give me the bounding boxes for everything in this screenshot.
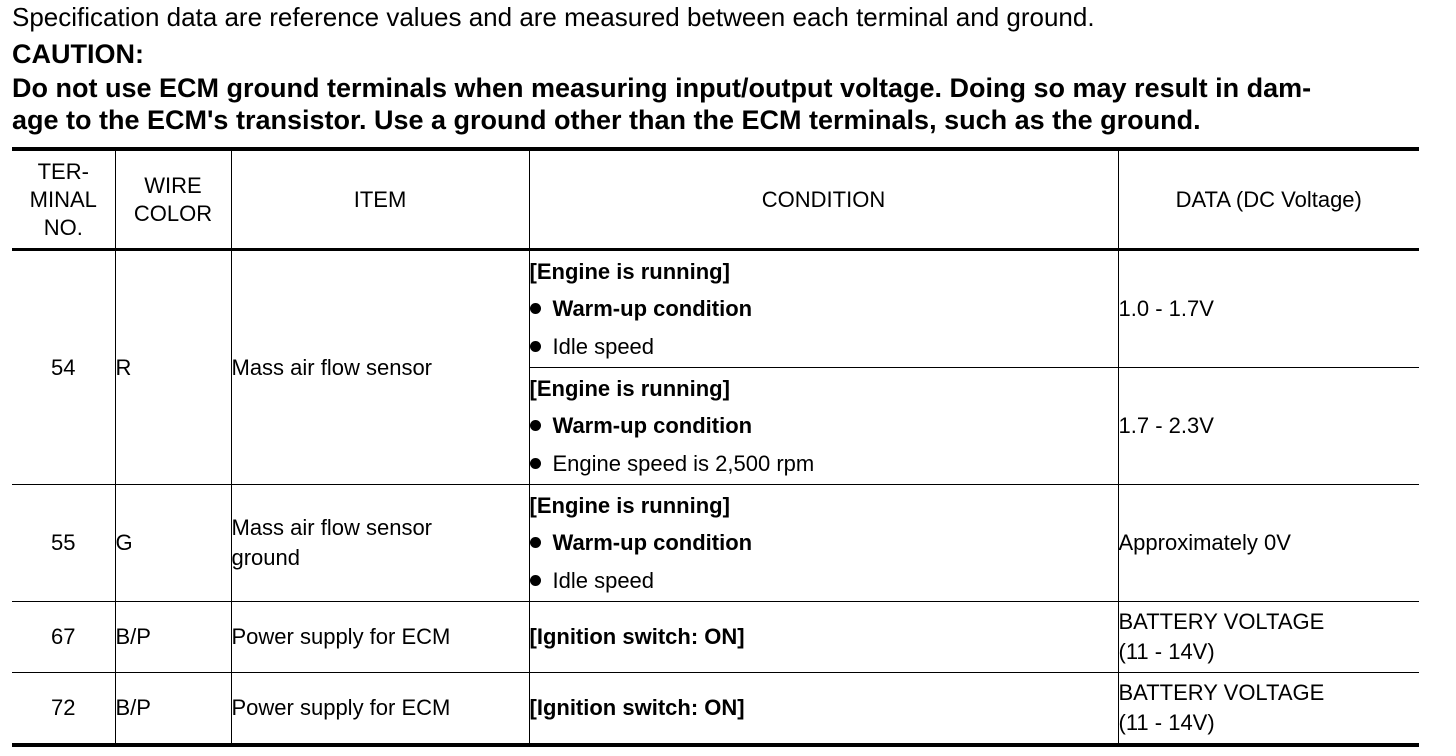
header-terminal-no: TER- MINAL NO. [12, 149, 115, 250]
item-name: Power supply for ECM [231, 602, 529, 673]
table-row [12, 673, 1419, 746]
item-name: Mass air flow sensor [231, 250, 529, 485]
condition-bullet [530, 328, 1118, 366]
wire-color: B/P [115, 673, 231, 746]
condition-bullet-text: Idle speed [552, 333, 655, 359]
data-value: BATTERY VOLTAGE (11 - 14V) [1118, 673, 1419, 746]
condition-cell [529, 602, 1118, 673]
condition-bullet-text: Engine speed is 2,500 rpm [552, 450, 815, 476]
table-row [12, 602, 1419, 673]
item-name: Mass air flow sensor ground [231, 485, 529, 602]
table-row [12, 485, 1419, 602]
table-header-row [12, 149, 1419, 250]
condition-bullet [530, 290, 1118, 328]
condition-cell [529, 250, 1118, 368]
condition-title: [Engine is running] [529, 258, 730, 284]
wire-color: B/P [115, 602, 231, 673]
header-wire-color: WIRE COLOR [115, 149, 231, 250]
condition-cell [529, 485, 1118, 602]
data-value: 1.0 - 1.7V [1118, 250, 1419, 368]
header-item: ITEM [231, 149, 529, 250]
condition-cell [529, 673, 1118, 746]
header-condition: CONDITION [529, 149, 1118, 250]
bullet-dot-icon [530, 303, 541, 314]
terminal-no: 55 [12, 485, 115, 602]
condition-bullet-text: Warm-up condition [552, 296, 753, 322]
terminal-no: 72 [12, 673, 115, 746]
item-name: Power supply for ECM [231, 673, 529, 746]
condition-bullet-text: Warm-up condition [552, 413, 753, 439]
data-value: 1.7 - 2.3V [1118, 368, 1419, 485]
condition-bullet [530, 524, 1118, 562]
condition-title: [Ignition switch: ON] [529, 624, 745, 650]
condition-bullet [530, 445, 1118, 483]
terminal-no: 67 [12, 602, 115, 673]
terminal-no: 54 [12, 250, 115, 485]
intro-text: Specification data are reference values and are measured between each terminal and ground. [12, 2, 1095, 32]
header-data: DATA (DC Voltage) [1118, 149, 1419, 250]
condition-title: [Ignition switch: ON] [529, 695, 745, 721]
terminal-spec-table [12, 147, 1419, 747]
condition-bullet [530, 562, 1118, 600]
caution-body: Do not use ECM ground terminals when measuring input/output voltage. Doing so may result in dam- age to the ECM's transistor. Use a ground other than the ECM terminals, such as the ground. [12, 73, 1312, 135]
condition-cell [529, 368, 1118, 485]
bullet-dot-icon [530, 537, 541, 548]
bullet-dot-icon [530, 420, 541, 431]
condition-bullet-text: Warm-up condition [552, 530, 753, 556]
condition-title: [Engine is running] [529, 375, 730, 401]
data-value: BATTERY VOLTAGE (11 - 14V) [1118, 602, 1419, 673]
caution-heading: CAUTION: [12, 39, 144, 69]
bullet-dot-icon [530, 575, 541, 586]
bullet-dot-icon [530, 341, 541, 352]
data-value: Approximately 0V [1118, 485, 1419, 602]
wire-color: R [115, 250, 231, 485]
wire-color: G [115, 485, 231, 602]
table-row [12, 250, 1419, 368]
bullet-dot-icon [530, 458, 541, 469]
condition-bullet-text: Idle speed [552, 567, 655, 593]
condition-bullet [530, 407, 1118, 445]
condition-title: [Engine is running] [529, 492, 730, 518]
